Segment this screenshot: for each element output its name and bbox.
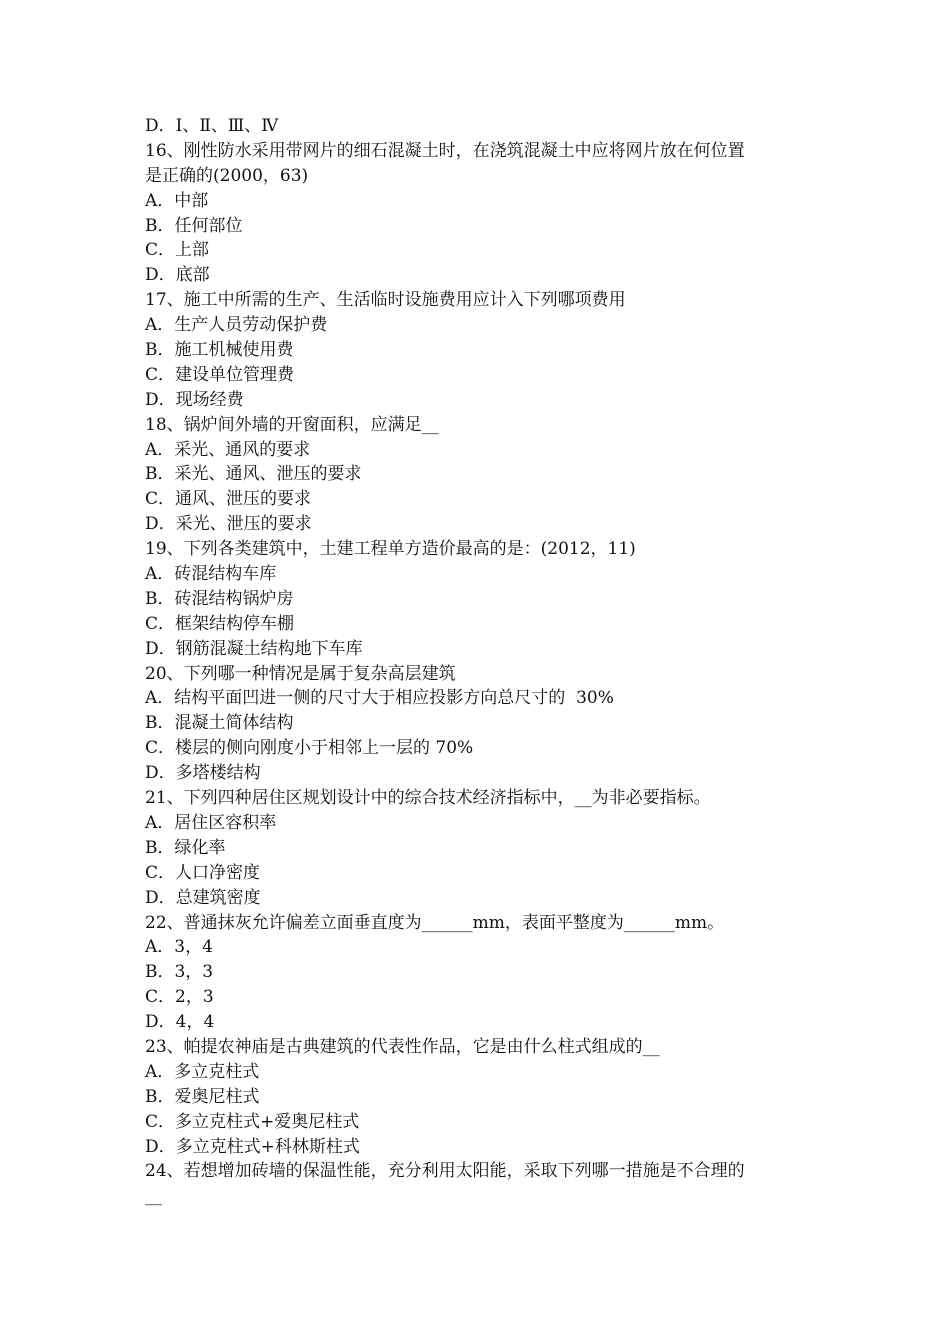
option-b-q17: B．施工机械使用费	[145, 340, 294, 361]
option-a-q19: A．砖混结构车库	[145, 564, 277, 585]
option-c-q19: C．框架结构停车棚	[145, 613, 295, 634]
document-page	[145, 114, 825, 1209]
question-21: 21、下列四种居住区规划设计中的综合技术经济指标中，__为非必要指标。	[145, 788, 711, 809]
option-b-q20: B．混凝土简体结构	[145, 713, 294, 734]
option-d-q21: D．总建筑密度	[145, 887, 261, 908]
question-17: 17、施工中所需的生产、生活临时设施费用应计入下列哪项费用	[145, 290, 626, 311]
question-23: 23、帕提农神庙是古典建筑的代表性作品，它是由什么柱式组成的__	[145, 1036, 660, 1057]
option-d-q23: D．多立克柱式+科林斯柱式	[145, 1136, 360, 1157]
question-19: 19、下列各类建筑中，土建工程单方造价最高的是：(2012，11)	[145, 539, 636, 560]
option-a-q17: A．生产人员劳动保护费	[145, 315, 328, 336]
option-b-q18: B．采光、通风、泄压的要求	[145, 464, 362, 485]
option-c-q16: C．上部	[145, 240, 210, 261]
option-b-q23: B．爱奥尼柱式	[145, 1086, 260, 1107]
question-20: 20、下列哪一种情况是属于复杂高层建筑	[145, 663, 456, 684]
question-16-line-1: 16、刚性防水采用带网片的细石混凝土时，在浇筑混凝土中应将网片放在何位置	[145, 140, 745, 161]
option-a-q16: A．中部	[145, 190, 209, 211]
option-d-q16: D．底部	[145, 265, 210, 286]
option-c-q21: C．人口净密度	[145, 862, 261, 883]
question-16-line-2: 是正确的(2000，63)	[145, 165, 309, 186]
question-22: 22、普通抹灰允许偏差立面垂直度为______mm，表面平整度为______mm。	[145, 912, 725, 933]
option-d-q18: D．采光、泄压的要求	[145, 514, 312, 535]
option-a-q22: A．3，4	[145, 937, 213, 958]
option-b-q16: B．任何部位	[145, 215, 243, 236]
option-c-q22: C．2，3	[145, 987, 214, 1008]
option-b-q19: B．砖混结构锅炉房	[145, 588, 294, 609]
option-c-q17: C．建设单位管理费	[145, 364, 295, 385]
question-18: 18、锅炉间外墙的开窗面积，应满足__	[145, 414, 439, 435]
option-d-q20: D．多塔楼结构	[145, 763, 261, 784]
option-d-q22: D．4，4	[145, 1012, 215, 1033]
option-d-q19: D．钢筋混凝土结构地下车库	[145, 638, 363, 659]
option-a-q18: A．采光、通风的要求	[145, 439, 311, 460]
option-d-q17: D．现场经费	[145, 389, 244, 410]
option-c-q23: C．多立克柱式+爱奥尼柱式	[145, 1111, 360, 1132]
question-24-line-1: 24、若想增加砖墙的保温性能，充分利用太阳能，采取下列哪一措施是不合理的	[145, 1161, 745, 1182]
option-a-q21: A．居住区容积率	[145, 812, 277, 833]
option-b-q21: B．绿化率	[145, 837, 226, 858]
option-c-q18: C．通风、泄压的要求	[145, 489, 312, 510]
question-24-line-2: __	[145, 1186, 162, 1207]
option-a-q23: A．多立克柱式	[145, 1061, 260, 1082]
option-b-q22: B．3，3	[145, 962, 214, 983]
option-a-q20: A．结构平面凹进一侧的尺寸大于相应投影方向总尺寸的 30%	[145, 688, 614, 709]
option-d-q15: D．Ⅰ、Ⅱ、Ⅲ、Ⅳ	[145, 116, 279, 136]
option-c-q20: C．楼层的侧向刚度小于相邻上一层的 70%	[145, 738, 474, 759]
